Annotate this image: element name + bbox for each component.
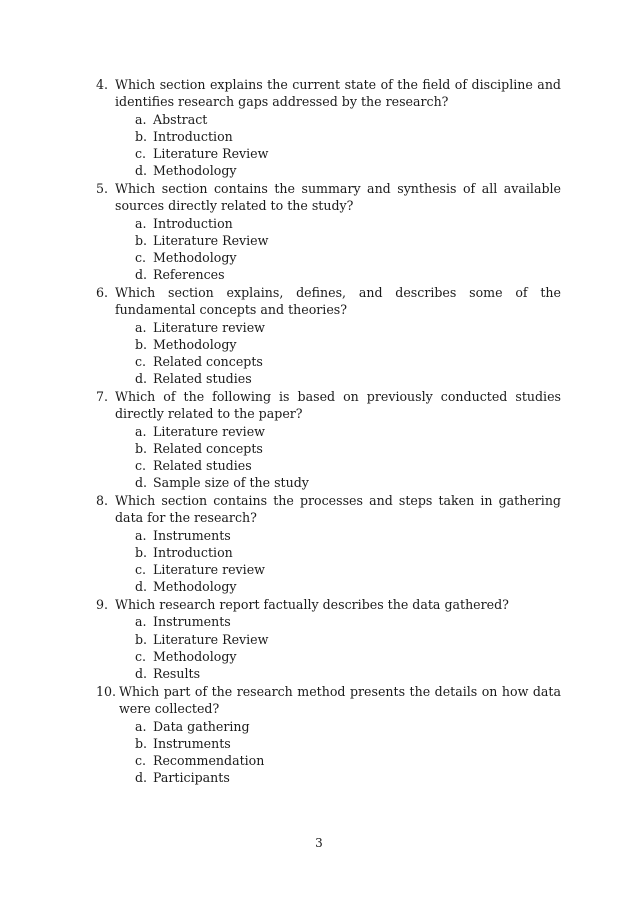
question-text: Which of the following is based on previously conducted studies directly related to the paper? bbox=[115, 389, 561, 422]
option-letter: c. bbox=[135, 458, 147, 474]
question-8 bbox=[96, 492, 561, 596]
answer-option bbox=[96, 735, 561, 752]
question-text: Which section explains the current state of the field of discipline and identifies research gaps addressed by the research? bbox=[115, 77, 561, 110]
option-letter: a. bbox=[135, 111, 147, 127]
answer-option bbox=[96, 266, 561, 283]
question-9 bbox=[96, 596, 561, 682]
option-letter: a. bbox=[135, 718, 147, 734]
answer-option bbox=[96, 631, 561, 648]
answer-options bbox=[96, 215, 561, 284]
option-letter: c. bbox=[135, 562, 147, 578]
option-text: Recommendation bbox=[153, 753, 265, 769]
option-letter: d. bbox=[135, 163, 148, 179]
option-text: Introduction bbox=[153, 215, 233, 231]
question-text: Which research report factually describes the data gathered? bbox=[115, 597, 509, 612]
option-text: Data gathering bbox=[153, 718, 250, 734]
option-text: Literature Review bbox=[153, 232, 269, 248]
answer-options bbox=[96, 111, 561, 180]
option-letter: b. bbox=[135, 631, 148, 647]
question-5 bbox=[96, 180, 561, 284]
question-6 bbox=[96, 284, 561, 388]
answer-option bbox=[96, 578, 561, 595]
option-letter: b. bbox=[135, 128, 148, 144]
answer-option bbox=[96, 353, 561, 370]
option-letter: a. bbox=[135, 423, 147, 439]
option-text: Literature Review bbox=[153, 631, 269, 647]
question-number: 8. bbox=[96, 493, 109, 508]
option-text: Participants bbox=[153, 770, 230, 786]
option-text: Methodology bbox=[153, 250, 237, 266]
option-text: Literature review bbox=[153, 423, 265, 439]
answer-options bbox=[96, 718, 561, 787]
answer-options bbox=[96, 423, 561, 492]
option-text: Methodology bbox=[153, 163, 237, 179]
option-letter: b. bbox=[135, 232, 148, 248]
answer-option bbox=[96, 752, 561, 769]
option-text: Literature review bbox=[153, 562, 265, 578]
option-letter: b. bbox=[135, 440, 148, 456]
option-letter: c. bbox=[135, 648, 147, 664]
answer-option bbox=[96, 665, 561, 682]
option-letter: d. bbox=[135, 371, 148, 387]
option-text: References bbox=[153, 267, 225, 283]
answer-option bbox=[96, 128, 561, 145]
question-number: 10. bbox=[96, 684, 117, 699]
question-text: Which section contains the processes and steps taken in gathering data for the research? bbox=[115, 493, 561, 526]
option-text: Literature review bbox=[153, 319, 265, 335]
question-number: 9. bbox=[96, 597, 109, 612]
answer-option bbox=[96, 769, 561, 786]
answer-option bbox=[96, 474, 561, 491]
option-text: Results bbox=[153, 666, 201, 682]
option-letter: d. bbox=[135, 579, 148, 595]
answer-option bbox=[96, 319, 561, 336]
question-text: Which part of the research method presents the details on how data were collected? bbox=[119, 684, 561, 717]
option-text: Introduction bbox=[153, 128, 233, 144]
answer-option bbox=[96, 648, 561, 665]
answer-option bbox=[96, 718, 561, 735]
option-text: Introduction bbox=[153, 544, 233, 560]
question-number: 7. bbox=[96, 389, 109, 404]
answer-option bbox=[96, 336, 561, 353]
option-text: Literature Review bbox=[153, 146, 269, 162]
option-text: Sample size of the study bbox=[153, 475, 309, 491]
answer-option bbox=[96, 457, 561, 474]
answer-option bbox=[96, 440, 561, 457]
question-text: Which section contains the summary and synthesis of all available sources directly related to the study? bbox=[115, 181, 561, 214]
question-10 bbox=[96, 683, 561, 787]
answer-options bbox=[96, 613, 561, 682]
option-letter: b. bbox=[135, 544, 148, 560]
option-text: Methodology bbox=[153, 648, 237, 664]
option-text: Methodology bbox=[153, 336, 237, 352]
option-text: Related studies bbox=[153, 458, 252, 474]
option-text: Instruments bbox=[153, 735, 231, 751]
option-text: Methodology bbox=[153, 579, 237, 595]
option-text: Abstract bbox=[153, 111, 208, 127]
option-letter: a. bbox=[135, 527, 147, 543]
option-letter: d. bbox=[135, 770, 148, 786]
answer-option bbox=[96, 215, 561, 232]
question-number: 5. bbox=[96, 181, 109, 196]
answer-option bbox=[96, 232, 561, 249]
answer-options bbox=[96, 527, 561, 596]
option-text: Related concepts bbox=[153, 440, 263, 456]
answer-option bbox=[96, 561, 561, 578]
question-number: 4. bbox=[96, 77, 109, 92]
option-letter: c. bbox=[135, 354, 147, 370]
answer-options bbox=[96, 319, 561, 388]
answer-option bbox=[96, 145, 561, 162]
option-letter: a. bbox=[135, 215, 147, 231]
option-letter: c. bbox=[135, 146, 147, 162]
option-letter: d. bbox=[135, 666, 148, 682]
answer-option bbox=[96, 162, 561, 179]
option-letter: c. bbox=[135, 250, 147, 266]
answer-option bbox=[96, 613, 561, 630]
option-letter: a. bbox=[135, 319, 147, 335]
option-text: Related studies bbox=[153, 371, 252, 387]
option-letter: d. bbox=[135, 267, 148, 283]
answer-option bbox=[96, 370, 561, 387]
option-letter: d. bbox=[135, 475, 148, 491]
answer-option bbox=[96, 423, 561, 440]
question-4 bbox=[96, 76, 561, 180]
answer-option bbox=[96, 527, 561, 544]
question-7 bbox=[96, 388, 561, 492]
option-text: Instruments bbox=[153, 527, 231, 543]
question-number: 6. bbox=[96, 285, 109, 300]
question-text: Which section explains, defines, and describes some of the fundamental concepts and theories? bbox=[115, 285, 561, 318]
answer-option bbox=[96, 249, 561, 266]
option-letter: a. bbox=[135, 614, 147, 630]
option-letter: b. bbox=[135, 735, 148, 751]
option-text: Related concepts bbox=[153, 354, 263, 370]
page-number: 3 bbox=[315, 836, 323, 850]
answer-option bbox=[96, 111, 561, 128]
answer-option bbox=[96, 544, 561, 561]
option-text: Instruments bbox=[153, 614, 231, 630]
option-letter: b. bbox=[135, 336, 148, 352]
option-letter: c. bbox=[135, 753, 147, 769]
